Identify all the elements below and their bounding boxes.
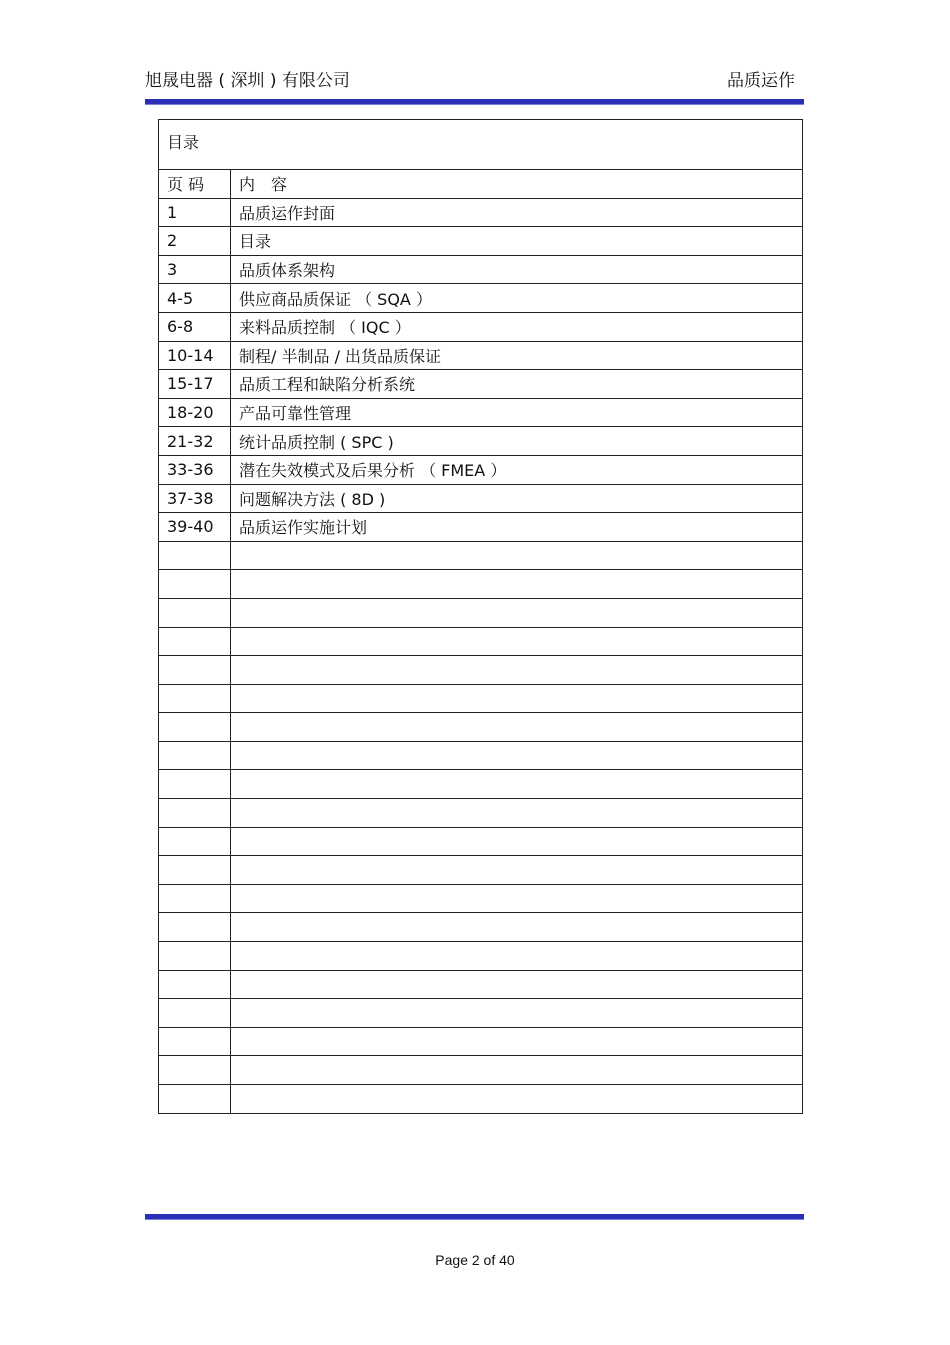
- toc-row: [159, 1085, 803, 1114]
- toc-content-cell: [231, 856, 803, 885]
- toc-page-cell: [159, 884, 231, 913]
- toc-row: [159, 970, 803, 999]
- toc-page-cell: [159, 684, 231, 713]
- toc-page-cell: [159, 1056, 231, 1085]
- toc-row: [159, 541, 803, 570]
- toc-row: [159, 741, 803, 770]
- toc-row: [159, 1056, 803, 1085]
- toc-row: [159, 312, 803, 341]
- toc-row: [159, 513, 803, 542]
- toc-row: [159, 999, 803, 1028]
- toc-content-cell: [231, 570, 803, 599]
- toc-row: [159, 284, 803, 313]
- toc-content-cell: 制程/ 半制品 / 出货品质保证: [231, 341, 803, 370]
- toc-content-cell: 来料品质控制 （ IQC ）: [231, 312, 803, 341]
- toc-content-cell: [231, 770, 803, 799]
- toc-content-cell: 品质运作实施计划: [231, 513, 803, 542]
- toc-page-cell: [159, 856, 231, 885]
- toc-content-cell: 问题解决方法 ( 8D ): [231, 484, 803, 513]
- toc-page-cell: [159, 656, 231, 685]
- toc-row: [159, 398, 803, 427]
- toc-row: [159, 627, 803, 656]
- toc-title-row: [159, 120, 803, 170]
- toc-content-cell: [231, 541, 803, 570]
- toc-page-cell: [159, 541, 231, 570]
- toc-row: [159, 827, 803, 856]
- toc-row: [159, 427, 803, 456]
- company-name: 旭晟电器 ( 深圳 ) 有限公司: [145, 71, 350, 91]
- toc-page-cell: 33-36: [159, 455, 231, 484]
- toc-page-cell: [159, 827, 231, 856]
- toc-content-cell: [231, 684, 803, 713]
- toc-page-cell: [159, 913, 231, 942]
- toc-row: [159, 255, 803, 284]
- section-title: 品质运作: [727, 71, 795, 91]
- toc-content-cell: [231, 999, 803, 1028]
- toc-page-cell: 1: [159, 198, 231, 227]
- toc-row: [159, 713, 803, 742]
- toc-title: 目录: [159, 120, 803, 170]
- column-header-content: 内 容: [231, 170, 803, 199]
- toc-page-cell: [159, 598, 231, 627]
- toc-row: [159, 770, 803, 799]
- toc-row: [159, 884, 803, 913]
- toc-page-cell: 15-17: [159, 370, 231, 399]
- toc-page-cell: 37-38: [159, 484, 231, 513]
- toc-page-cell: [159, 741, 231, 770]
- toc-content-cell: [231, 884, 803, 913]
- toc-page-cell: 21-32: [159, 427, 231, 456]
- toc-page-cell: [159, 1085, 231, 1114]
- toc-content-cell: [231, 799, 803, 828]
- toc-row: [159, 656, 803, 685]
- toc-content-cell: 目录: [231, 227, 803, 256]
- toc-page-cell: [159, 942, 231, 971]
- toc-content-cell: 品质体系架构: [231, 255, 803, 284]
- column-header-page: 页 码: [159, 170, 231, 199]
- toc-page-cell: [159, 570, 231, 599]
- toc-row: [159, 684, 803, 713]
- toc-page-cell: 39-40: [159, 513, 231, 542]
- toc-content-cell: [231, 713, 803, 742]
- toc-row: [159, 598, 803, 627]
- toc-row: [159, 227, 803, 256]
- toc-content-cell: 供应商品质保证 （ SQA ）: [231, 284, 803, 313]
- toc-row: [159, 799, 803, 828]
- footer-divider: [145, 1214, 804, 1220]
- toc-row: [159, 856, 803, 885]
- toc-content-cell: [231, 656, 803, 685]
- toc-content-cell: [231, 827, 803, 856]
- toc-content-cell: 产品可靠性管理: [231, 398, 803, 427]
- toc-content-cell: [231, 598, 803, 627]
- page-number: Page 2 of 40: [435, 1252, 515, 1268]
- toc-page-cell: [159, 713, 231, 742]
- toc-header-row: [159, 170, 803, 199]
- toc-page-cell: 10-14: [159, 341, 231, 370]
- toc-page-cell: [159, 627, 231, 656]
- toc-content-cell: 潜在失效模式及后果分析 （ FMEA ）: [231, 455, 803, 484]
- toc-content-cell: [231, 1085, 803, 1114]
- toc-page-cell: 18-20: [159, 398, 231, 427]
- toc-content-cell: [231, 942, 803, 971]
- toc-page-cell: [159, 1027, 231, 1056]
- toc-row: [159, 455, 803, 484]
- toc-content-cell: 品质运作封面: [231, 198, 803, 227]
- toc-page-cell: [159, 999, 231, 1028]
- toc-page-cell: [159, 799, 231, 828]
- toc-content-cell: 品质工程和缺陷分析系统: [231, 370, 803, 399]
- toc-content-cell: [231, 970, 803, 999]
- toc-content-cell: [231, 1056, 803, 1085]
- toc-page-cell: 2: [159, 227, 231, 256]
- toc-content-cell: [231, 1027, 803, 1056]
- toc-page-cell: 6-8: [159, 312, 231, 341]
- toc-row: [159, 942, 803, 971]
- toc-content-cell: [231, 627, 803, 656]
- toc-page-cell: 3: [159, 255, 231, 284]
- toc-row: [159, 913, 803, 942]
- toc-row: [159, 484, 803, 513]
- toc-row: [159, 1027, 803, 1056]
- toc-page-cell: [159, 970, 231, 999]
- toc-page-cell: [159, 770, 231, 799]
- toc-content-cell: [231, 741, 803, 770]
- toc-content-cell: [231, 913, 803, 942]
- toc-row: [159, 370, 803, 399]
- toc-row: [159, 570, 803, 599]
- toc-page-cell: 4-5: [159, 284, 231, 313]
- toc-content-cell: 统计品质控制 ( SPC ): [231, 427, 803, 456]
- header-divider: [145, 99, 804, 105]
- toc-row: [159, 341, 803, 370]
- toc-table: [158, 119, 803, 1114]
- toc-row: [159, 198, 803, 227]
